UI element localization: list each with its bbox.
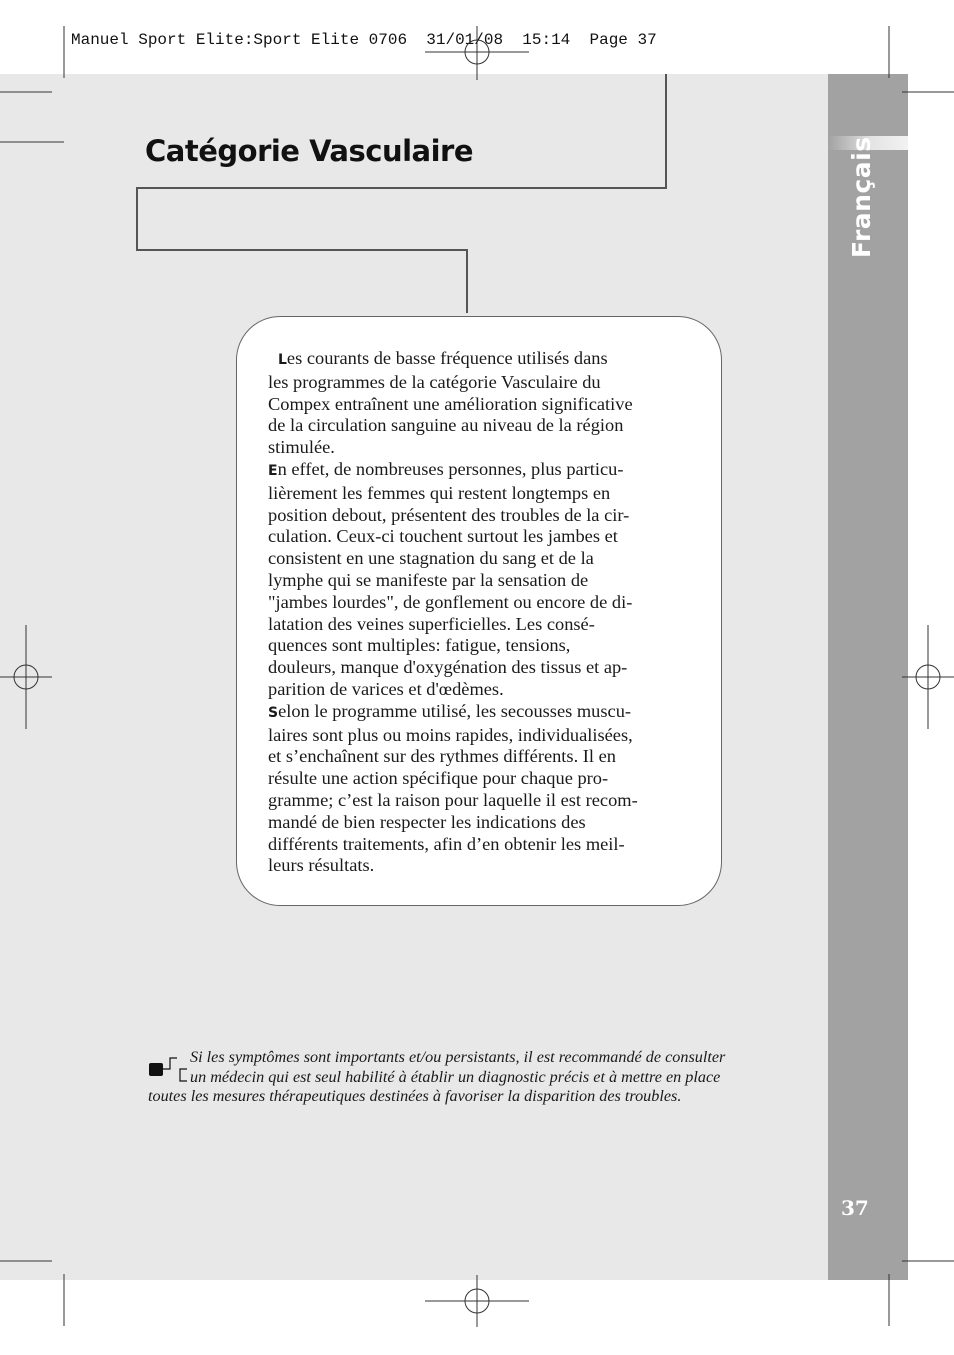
print-slug: Manuel Sport Elite:Sport Elite 0706 31/01/08 15:14 Page 37 [71,31,657,49]
warning-note: Si les symptômes sont importants et/ou persistants, il est recommandé de consulter un médecin qui est seul habilité à établir un diagnostic précis et à mettre en place toutes les mesures thérapeutiques destinées à favoriser la disparition des troubles. [148,1048,726,1105]
dropcap: E [268,462,278,479]
info-text-box [236,316,722,906]
dropcap: S [268,704,279,721]
language-tab-label: Français [847,136,876,258]
dropcap: L [278,352,287,368]
paragraph-2: En effet, de nombreuses personnes, plus particu- lièrement les femmes qui restent longtemps en position debout, présentent des troubles de la cir- culation. Ceux-ci touchent surtout les jambes et consistent en une stagnation du sang et de la lymphe qui se manifeste par la sensation de "jambes lourdes", de gonflement ou encore de di- latation des veines superficielles. Les consé- quences sont multiples: fatigue, tensions, douleurs, manque d'oxygénation des tissus et ap- parition de varices et d'œdèmes. [268,458,633,699]
page-title: Catégorie Vasculaire [145,134,474,168]
paragraph-3: Selon le programme utilisé, les secousses muscu- laires sont plus ou moins rapides, individualisées, et s’enchaînent sur des rythmes différents. Il en résulte une action spécifique pour chaque pro- gramme; c’est la raison pour laquelle il est recom- mandé de bien respecter les indications des différents traitements, afin d’en obtenir les meil- leurs résultats. [268,700,638,876]
paragraph-1: Les courants de basse fréquence utilisés dans les programmes de la catégorie Vasculaire du Compex entraînent une amélioration significative de la circulation sanguine au niveau de la région stimulée. [268,348,633,458]
page-number: 37 [841,1196,869,1220]
